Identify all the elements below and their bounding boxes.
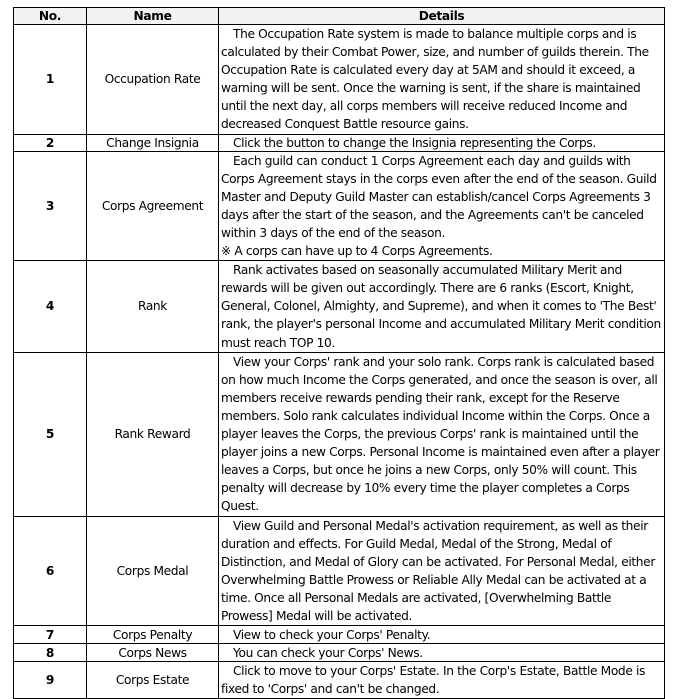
table-row: [14, 516, 665, 626]
row-name: Corps Agreement: [87, 151, 219, 261]
details-text: View to check your Corps' Penalty.: [233, 627, 431, 642]
row-number: 9: [14, 662, 87, 699]
row-details: [219, 261, 665, 352]
row-number: 1: [14, 25, 87, 135]
details-text: The Occupation Rate system is made to balance multiple corps and is calculated by their Combat Power, size, and number of guilds therein. The Occupation Rate is calculated every day at 5AM and should it exceed, a warning will be sent. Once the warning is sent, if the share is maintained until the next day, all corps members will receive reduced Income and decreased Conquest Battle resource gains.: [221, 27, 649, 132]
table-row: [14, 261, 665, 352]
header-details: Details: [219, 8, 665, 25]
feature-table: [13, 7, 665, 699]
row-details: [219, 134, 665, 151]
details-text: Click the button to change the Insignia representing the Corps.: [233, 135, 596, 150]
row-details: [219, 644, 665, 662]
details-text: You can check your Corps' News.: [233, 645, 423, 660]
table-row: [14, 134, 665, 151]
row-details: [219, 151, 665, 261]
table-row: [14, 644, 665, 662]
row-name: Corps Estate: [87, 662, 219, 699]
row-details: [219, 352, 665, 516]
details-text: Each guild can conduct 1 Corps Agreement each day and guilds with Corps Agreement stays in the corps even after the end of the season. Guild Master and Deputy Guild Master can establish/cancel Corps Agreements 3 days after the start of the season, and the Agreements can't be canceled within 3 days of the end of the season.: [221, 153, 657, 240]
details-text: Rank activates based on seasonally accumulated Military Merit and rewards will be given out accordingly. There are 6 ranks (Escort, Knight, General, Colonel, Almighty, and Supreme), and when it comes to 'The Best' rank, the player's personal Income and accumulated Military Merit condition must reach TOP 10.: [221, 263, 661, 350]
header-name: Name: [87, 8, 219, 25]
row-name: Occupation Rate: [87, 25, 219, 135]
row-number: 2: [14, 134, 87, 151]
row-number: 6: [14, 516, 87, 626]
row-number: 8: [14, 644, 87, 662]
row-name: Change Insignia: [87, 134, 219, 151]
row-number: 3: [14, 151, 87, 261]
row-name: Corps News: [87, 644, 219, 662]
details-text: View your Corps' rank and your solo rank. Corps rank is calculated based on how much Income the Corps generated, and once the season is over, all members receive rewards pending their rank, except for the Reserve members. Solo rank calculates individual Income within the Corps. Once a player leaves the Corps, the previous Corps' rank is maintained until the player joins a new Corps. Personal Income is maintained even after a player leaves a Corps, but once he joins a new Corps, only 50% will count. This penalty will decrease by 10% every time the player completes a Corps Quest.: [221, 354, 660, 514]
row-number: 4: [14, 261, 87, 352]
header-row: [14, 8, 665, 25]
details-note: ※ A corps can have up to 4 Corps Agreements.: [221, 244, 493, 259]
table-row: [14, 626, 665, 644]
details-text: View Guild and Personal Medal's activation requirement, as well as their duration and effects. For Guild Medal, Medal of the Strong, Medal of Distinction, and Medal of Glory can be activated. For Personal Medal, either Overwhelming Battle Prowess or Reliable Ally Medal can be activated at a time. Once all Personal Medals are activated, [Overwhelming Battle Prowess] Medal will be activated.: [221, 518, 655, 624]
row-name: Corps Penalty: [87, 626, 219, 644]
table-row: [14, 352, 665, 516]
row-name: Rank Reward: [87, 352, 219, 516]
row-details: [219, 626, 665, 644]
row-details: [219, 662, 665, 699]
row-number: 7: [14, 626, 87, 644]
table-row: [14, 662, 665, 699]
header-no: No.: [14, 8, 87, 25]
row-details: [219, 25, 665, 135]
table-row: [14, 25, 665, 135]
row-details: [219, 516, 665, 626]
row-name: Rank: [87, 261, 219, 352]
row-number: 5: [14, 352, 87, 516]
table-row: [14, 151, 665, 261]
details-text: Click to move to your Corps' Estate. In the Corp's Estate, Battle Mode is fixed to 'Corps' and can't be changed.: [221, 664, 646, 697]
row-name: Corps Medal: [87, 516, 219, 626]
